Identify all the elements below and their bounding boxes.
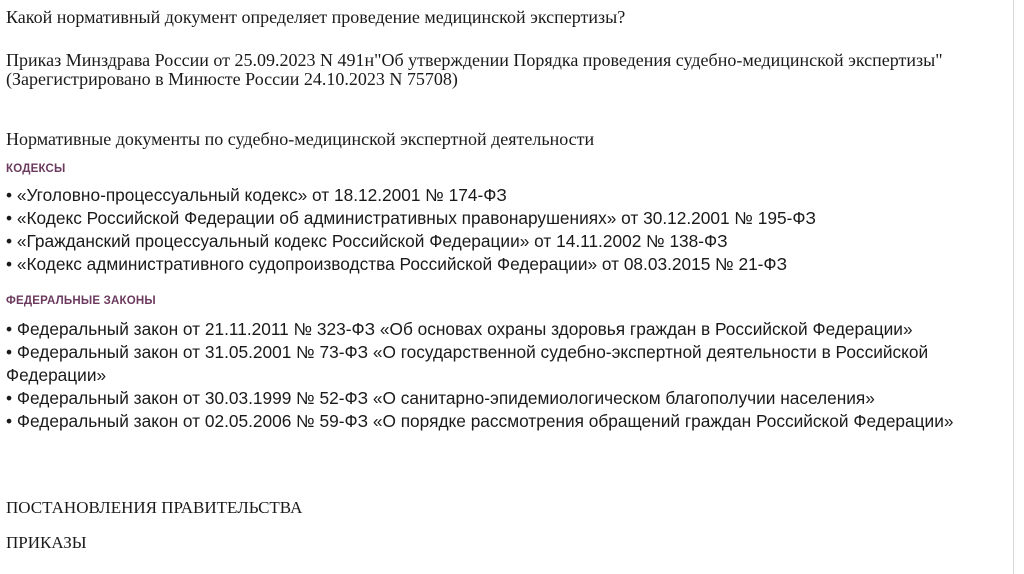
section-title: Нормативные документы по судебно-медицинской экспертной деятельности (6, 129, 595, 149)
bullet-icon: • (6, 342, 13, 362)
bullet-icon: • (6, 254, 13, 274)
list-item (6, 318, 1011, 341)
bullet-icon: • (6, 231, 13, 251)
decrees-heading: ПОСТАНОВЛЕНИЯ ПРАВИТЕЛЬСТВА (6, 498, 303, 517)
law-item-text: Федеральный закон от 02.05.2006 № 59-ФЗ «О порядке рассмотрения обращений граждан Российской Федерации» (16, 411, 954, 431)
question-text: Какой нормативный документ определяет проведение медицинской экспертизы? (6, 7, 626, 27)
bullet-icon: • (6, 185, 13, 205)
category-laws-title: ФЕДЕРАЛЬНЫЕ ЗАКОНЫ (6, 295, 156, 307)
code-item-text: «Гражданский процессуальный кодекс Российской Федерации» от 14.11.2002 № 138-ФЗ (16, 231, 728, 251)
list-item (6, 341, 1011, 387)
codes-list (6, 184, 1011, 276)
answer-text: Приказ Минздрава России от 25.09.2023 N 491н"Об утверждении Порядка проведения судебно-медицинской экспертизы"(Зарегистрировано в Минюсте России 24.10.2023 N 75708) (6, 50, 943, 89)
law-item-text: Федеральный закон от 21.11.2011 № 323-ФЗ «Об основах охраны здоровья граждан в Российской Федерации» (16, 319, 913, 339)
list-item (6, 253, 1011, 276)
orders-heading: ПРИКАЗЫ (6, 533, 87, 552)
bullet-icon: • (6, 208, 13, 228)
right-divider (1013, 0, 1014, 574)
code-item-text: «Кодекс Российской Федерации об административных правонарушениях» от 30.12.2001 № 195-ФЗ (16, 208, 816, 228)
list-item (6, 387, 1011, 410)
list-item (6, 230, 1011, 253)
law-item-text: Федеральный закон от 30.03.1999 № 52-ФЗ «О санитарно-эпидемиологическом благополучии населения» (16, 388, 875, 408)
code-item-text: «Уголовно-процессуальный кодекс» от 18.12.2001 № 174-ФЗ (16, 185, 507, 205)
bullet-icon: • (6, 411, 13, 431)
bullet-icon: • (6, 388, 13, 408)
category-codes-title: КОДЕКСЫ (6, 163, 66, 175)
laws-list (6, 318, 1011, 433)
law-item-text: Федеральный закон от 31.05.2001 № 73-ФЗ «О государственной судебно-экспертной деятельности в Российской Федерации» (6, 342, 929, 385)
code-item-text: «Кодекс административного судопроизводства Российской Федерации» от 08.03.2015 № 21-ФЗ (16, 254, 788, 274)
bullet-icon: • (6, 319, 13, 339)
list-item (6, 207, 1011, 230)
list-item (6, 184, 1011, 207)
list-item (6, 410, 1011, 433)
